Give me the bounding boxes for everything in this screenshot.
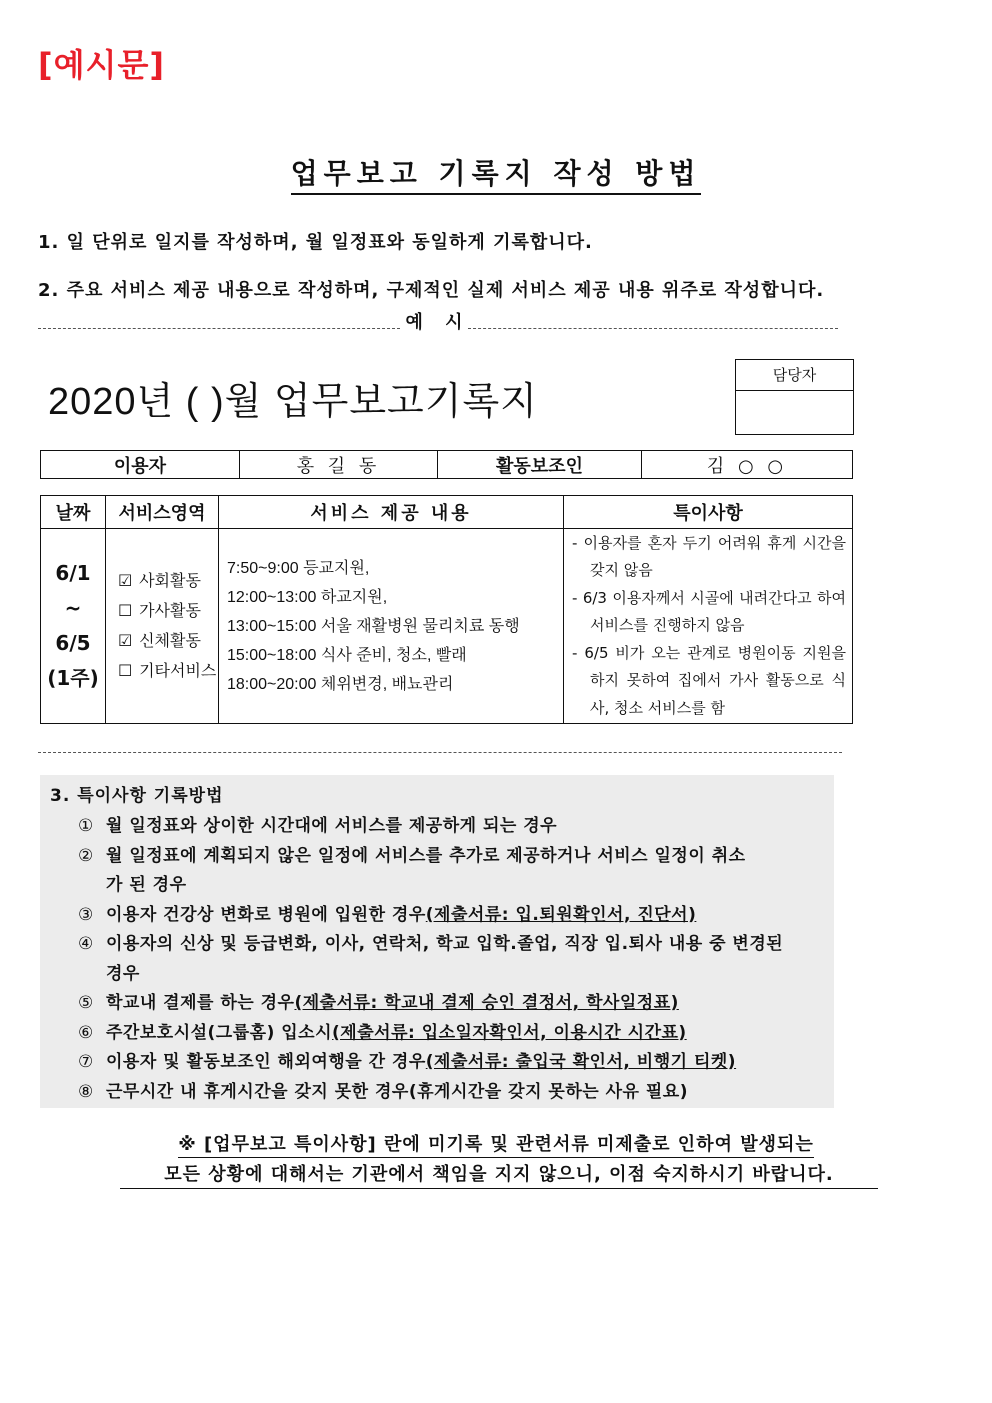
- date-cell: [41, 529, 106, 724]
- service-item: 13:00~15:00 서울 재활병원 물리치료 동행: [227, 617, 520, 635]
- note-item: - 6/3 이용자께서 시골에 내려간다고 하여 서비스를 진행하지 않음: [572, 588, 846, 635]
- assistant-value: 김 ○ ○: [642, 451, 853, 479]
- item-number: ⑥: [78, 1022, 94, 1043]
- method-item: [78, 901, 786, 931]
- method-item: [78, 842, 746, 901]
- item-text: 이용자 및 활동보조인 해외여행을 간 경우: [106, 1052, 426, 1072]
- method-title: 3. 특이사항 기록방법: [50, 786, 224, 806]
- header-date: 날짜: [41, 496, 106, 529]
- item-documents: (제출서류: 입.퇴원확인서, 진단서): [425, 904, 697, 925]
- example-label: 예 시: [405, 312, 471, 333]
- item-number: ③: [78, 904, 94, 925]
- section-divider: [38, 752, 842, 753]
- item-text: 월 일정표와 상이한 시간대에 서비스를 제공하게 되는 경우: [106, 816, 558, 836]
- item-number: ⑦: [78, 1052, 94, 1072]
- area-list: [106, 566, 218, 686]
- item-text: 월 일정표에 계획되지 않은 일정에 서비스를 추가로 제공하거나 서비스 일정이 취소가 된 경우: [106, 845, 746, 895]
- service-list: [219, 554, 563, 699]
- checkbox-icon: ☑: [118, 571, 133, 590]
- area-label: 사회활동: [139, 571, 201, 590]
- service-cell: [219, 529, 564, 724]
- area-label: 신체활동: [139, 631, 201, 650]
- user-value: 홍 길 동: [240, 451, 438, 479]
- note-item: - 이용자를 혼자 두기 어려워 휴게 시간을 갖지 않음: [572, 533, 846, 580]
- user-info-row: [41, 451, 853, 479]
- date-week: (1주): [47, 666, 99, 690]
- area-label: 가사활동: [139, 601, 201, 620]
- item-number: ④: [78, 934, 94, 954]
- method-item: [78, 989, 786, 1019]
- area-label: 기타서비스: [139, 661, 217, 680]
- service-item: 18:00~20:00 체위변경, 배뇨관리: [227, 675, 454, 693]
- notes-cell: [564, 529, 853, 724]
- item-text: 학교내 결제를 하는 경우: [106, 993, 295, 1013]
- item-text: 근무시간 내 휴게시간을 갖지 못한 경우(휴게시간을 갖지 못하는 사유 필요): [106, 1081, 688, 1102]
- item-text: 주간보호시설(그룹홈) 입소시: [106, 1022, 333, 1043]
- notice-line-2: 모든 상황에 대해서는 기관에서 책임을 지지 않으니, 이점 숙지하시기 바랍니다.: [120, 1160, 878, 1189]
- notice-line-1-text: ※ [업무보고 특이사항] 란에 미기록 및 관련서류 미제출로 인하여 발생되는: [178, 1134, 814, 1158]
- service-record-table: [40, 495, 853, 724]
- user-info-table: [40, 450, 853, 479]
- table-header-row: [41, 496, 853, 529]
- area-item: [118, 566, 218, 596]
- item-text: 이용자의 신상 및 등급변화, 이사, 연락처, 학교 입학.졸업, 직장 입.퇴사 내용 중 변경된 경우: [106, 934, 784, 984]
- area-cell: [106, 529, 219, 724]
- item-text: 이용자 건강상 변화로 병원에 입원한 경우: [106, 904, 426, 925]
- manager-sign-area: [736, 391, 853, 434]
- item-documents: (제출서류: 입소일자확인서, 이용시간 시간표): [332, 1022, 687, 1043]
- note-item: - 6/5 비가 오는 관계로 병원이동 지원을 하지 못하여 집에서 가사 활동으로 식사, 청소 서비스를 함: [572, 643, 846, 717]
- table-row: [41, 529, 853, 724]
- item-number: ⑤: [78, 993, 94, 1013]
- manager-label: 담당자: [736, 360, 853, 391]
- date-start: 6/1: [55, 561, 91, 585]
- item-number: ②: [78, 845, 94, 866]
- checkbox-icon: ☑: [118, 631, 133, 650]
- service-item: 15:00~18:00 식사 준비, 청소, 빨래: [227, 646, 467, 664]
- checkbox-icon: ☐: [118, 601, 133, 620]
- checkbox-icon: ☐: [118, 661, 133, 680]
- item-documents: (제출서류: 출입국 확인서, 비행기 티켓): [425, 1052, 737, 1072]
- method-item: [78, 930, 786, 989]
- method-item: [78, 1048, 786, 1078]
- date-end: 6/5: [55, 631, 91, 655]
- method-item: [78, 1078, 786, 1108]
- service-item: 12:00~13:00 하교지원,: [227, 588, 388, 606]
- header-area: 서비스영역: [106, 496, 219, 529]
- notes-list: [564, 530, 852, 723]
- date-tilde: ~: [64, 596, 82, 620]
- example-tag: [예시문]: [38, 46, 165, 84]
- example-divider: [38, 308, 838, 332]
- method-list: [78, 812, 786, 1107]
- form-title: 2020년 ( )월 업무보고기록지: [48, 381, 538, 423]
- manager-sign-box: [735, 359, 854, 435]
- item-number: ①: [78, 816, 94, 836]
- header-notes: 특이사항: [564, 496, 853, 529]
- area-item: [118, 656, 218, 686]
- instruction-2: 2. 주요 서비스 제공 내용으로 작성하며, 구제적인 실제 서비스 제공 내용 위주로 작성합니다.: [38, 280, 825, 301]
- document-title: [0, 152, 992, 192]
- area-item: [118, 626, 218, 656]
- assistant-label: 활동보조인: [438, 451, 642, 479]
- dash-line-right: [468, 328, 838, 329]
- recording-method-box: [40, 775, 834, 1108]
- method-item: [78, 1019, 786, 1049]
- method-item: [78, 812, 786, 842]
- notice-line-1: [0, 1130, 992, 1156]
- header-service: 서비스 제공 내용: [219, 496, 564, 529]
- area-item: [118, 596, 218, 626]
- user-label: 이용자: [41, 451, 240, 479]
- instruction-1: 1. 일 단위로 일지를 작성하며, 월 일정표와 동일하게 기록합니다.: [38, 232, 593, 253]
- document-title-text: 업무보고 기록지 작성 방법: [291, 157, 702, 195]
- item-number: ⑧: [78, 1081, 94, 1102]
- service-item: 7:50~9:00 등교지원,: [227, 559, 370, 577]
- item-documents: (제출서류: 학교내 결제 승인 결정서, 학사일정표): [294, 993, 679, 1013]
